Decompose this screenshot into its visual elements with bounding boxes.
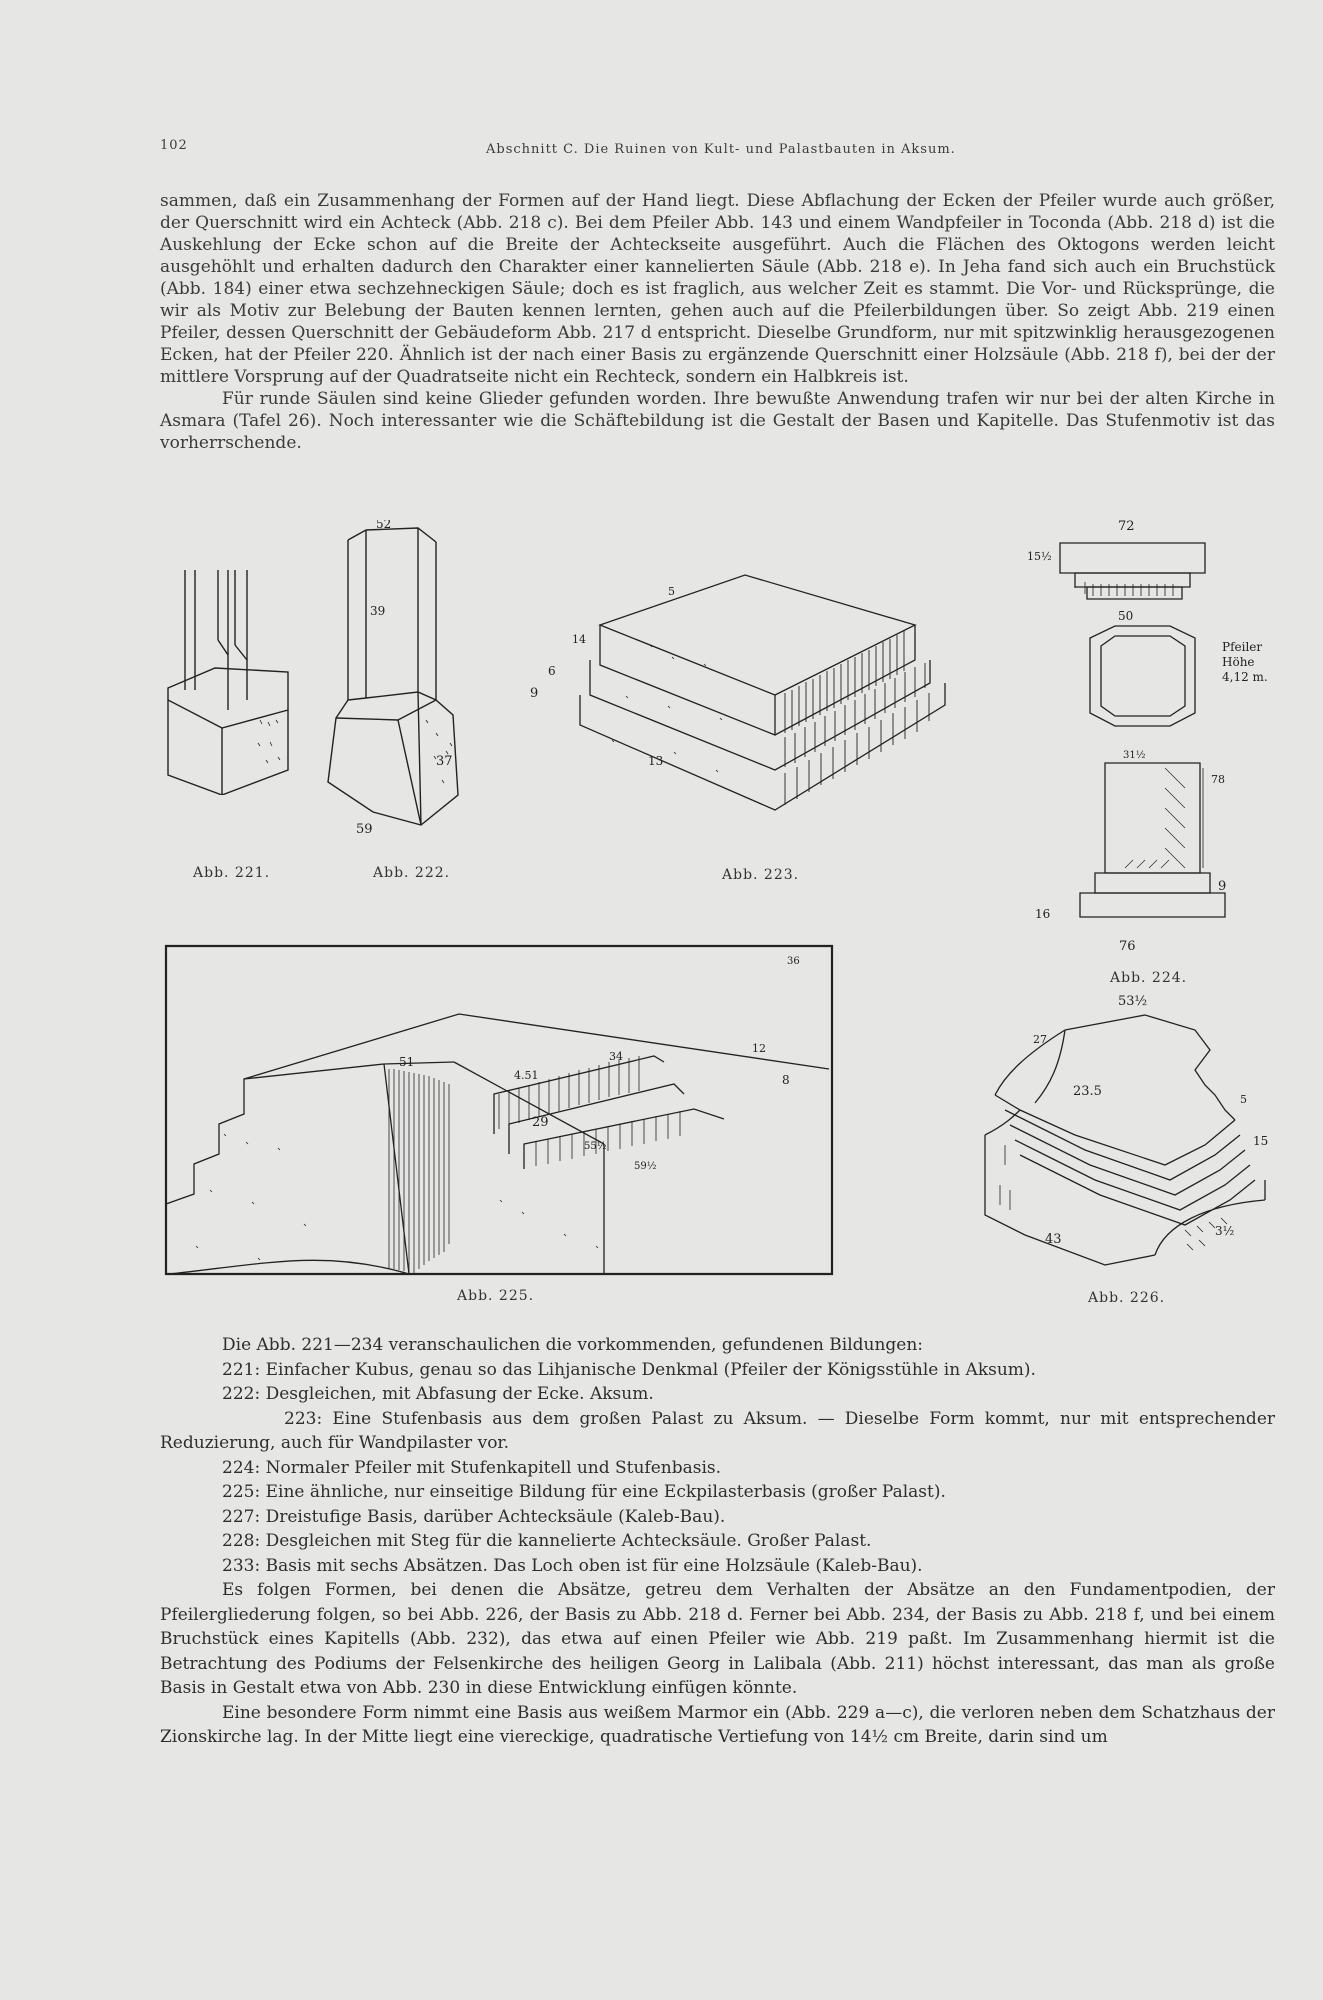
dim-225-e: 12 <box>752 1042 766 1055</box>
dim-226-c: 23.5 <box>1073 1084 1102 1099</box>
stepped-base-sketch <box>530 565 970 815</box>
dim-224-dim-g: 16 <box>1035 907 1051 921</box>
stepped-corner-base-sketch <box>965 985 1275 1285</box>
list-item-number: 222: <box>222 1384 261 1404</box>
dim-225-d: 34 <box>609 1050 623 1063</box>
figure-description-list <box>160 1333 1275 1750</box>
list-item <box>160 1529 1275 1554</box>
page-number: 102 <box>160 138 188 153</box>
page-header <box>160 138 1160 160</box>
figure-226-drawing <box>965 985 1275 1285</box>
list-item <box>160 1382 1275 1407</box>
closing-paragraph-1: Es folgen Formen, bei denen die Absätze, getreu dem Verhalten der Absätze an den Fundamentpodien, der Pfeilergliederung folgen, so bei Abb. 226, der Basis zu Abb. 218 d. Ferner bei Abb. 234, der Basis zu Abb. 218 f, und bei einem Bruchstück eines Kapitells (Abb. 232), das etwa auf einen Pfeiler wie Abb. 219 paßt. Im Zusammenhang hiermit ist die Betrachtung des Podiums der Felsenkirche des heiligen Georg in Lalibala (Abb. 211) höchst interessant, das man als große Basis in Gestalt etwa von Abb. 230 in diese Entwicklung einfügen könnte. <box>160 1580 1275 1698</box>
dim-224-shaft-width: 50 <box>1118 609 1134 623</box>
dim-225-a: 36 <box>787 956 800 967</box>
dim-224-capital-height: 15½ <box>1027 550 1052 563</box>
running-head: Abschnitt C. Die Ruinen von Kult- und Palastbauten in Aksum. <box>486 142 956 157</box>
list-item-text: Normaler Pfeiler mit Stufenkapitell und Stufenbasis. <box>265 1457 722 1478</box>
dim-225-h: 55½ <box>584 1141 607 1152</box>
intro-paragraph-1: sammen, daß ein Zusammenhang der Formen auf der Hand liegt. Diese Abflachung der Ecken der Pfeiler wurde auch größer, der Querschnitt wird ein Achteck (Abb. 218 c). Bei dem Pfeiler Abb. 143 und einem Wandpfeiler in Toconda (Abb. 218 d) ist die Auskehlung der Ecke schon auf die Breite der Achteckseite ausgeführt. Auch die Flächen des Oktogons werden leicht ausgehöhlt und erhalten dadurch den Charakter einer kannelierten Säule (Abb. 218 e). In Jeha fand sich auch ein Bruchstück (Abb. 184) einer etwa sechzehneckigen Säule; doch es ist fraglich, aus welcher Zeit es stammt. Die Vor- und Rücksprünge, die wir als Motiv zur Belebung der Bauten kennen lernten, gehen auch auf die Pfeilerbildungen über. So zeigt Abb. 219 einen Pfeiler, dessen Querschnitt der Gebäudeform Abb. 217 d entspricht. Dieselbe Grundform, nur mit spitzwinklig herausgezogenen Ecken, hat der Pfeiler 220. Ähnlich ist der nach einer Basis zu ergänzende Querschnitt einer Holzsäule (Abb. 218 f), bei der der mittlere Vorsprung auf der Quadratseite nicht ein Rechteck, sondern ein Halbkreis ist. <box>160 191 1275 387</box>
dim-226-b: 27 <box>1033 1033 1047 1046</box>
dim-225-i: 59½ <box>634 1161 657 1172</box>
list-item <box>160 1480 1275 1505</box>
list-item-number: 221: <box>222 1359 261 1380</box>
figure-224-drawing <box>1015 518 1290 963</box>
intro-paragraph-2: Für runde Säulen sind keine Glieder gefunden worden. Ihre bewußte Anwendung trafen wir nur bei der alten Kirche in Asmara (Tafel 26). Noch interessanter wie die Schäftebildung ist die Gestalt der Basen und Kapitelle. Das Stufenmotiv ist das vorherrschende. <box>160 389 1275 453</box>
caption-abb-221: Abb. 221. <box>193 865 271 881</box>
note-224-line-1: Pfeiler <box>1222 640 1263 654</box>
closing-paragraph-2: Eine besondere Form nimmt eine Basis aus weißem Marmor ein (Abb. 229 a—c), die verloren neben dem Schatzhaus der Zionskirche lag. In der Mitte liegt eine viereckige, quadratische Vertiefung von 14½ cm Breite, darin sind um <box>160 1702 1275 1747</box>
caption-abb-225: Abb. 225. <box>457 1288 535 1304</box>
dim-226-f: 43 <box>1045 1232 1062 1247</box>
figure-221-drawing <box>160 560 295 795</box>
list-item-number: 227: <box>222 1506 261 1527</box>
cube-pier-sketch <box>160 560 295 795</box>
caption-abb-224: Abb. 224. <box>1110 970 1188 986</box>
dim-226-a: 53½ <box>1118 994 1148 1009</box>
dim-224-base-width: 76 <box>1119 939 1136 954</box>
dim-226-e: 15 <box>1253 1134 1269 1148</box>
list-item-text: Eine Stufenbasis aus dem großen Palast zu Aksum. — Dieselbe Form kommt, nur mit entsprechender Reduzierung, auch für Wandpilaster vor. <box>160 1408 1276 1453</box>
dim-222-base-height: 37 <box>436 754 453 769</box>
note-224-line-2: Höhe <box>1222 655 1255 669</box>
pier-capital-base-sketch <box>1015 518 1290 963</box>
list-item-text: Desgleichen mit Steg für die kannelierte Achtecksäule. Großer Palast. <box>265 1531 872 1551</box>
list-item-number: 225: <box>222 1482 261 1502</box>
list-item-number: 233: <box>222 1555 261 1576</box>
caption-abb-223: Abb. 223. <box>722 867 800 883</box>
list-item <box>160 1407 1275 1456</box>
dim-223-b: 14 <box>572 633 586 646</box>
list-item <box>160 1358 1275 1383</box>
list-item-text: Dreistufige Basis, darüber Achtecksäule (Kaleb-Bau). <box>265 1506 726 1527</box>
dim-225-f: 8 <box>782 1073 790 1087</box>
dim-223-a: 5 <box>668 585 675 598</box>
list-item-text: Desgleichen, mit Abfasung der Ecke. Aksum. <box>265 1384 654 1404</box>
list-item <box>160 1554 1275 1579</box>
list-item-number: 224: <box>222 1457 261 1478</box>
caption-abb-226: Abb. 226. <box>1088 1290 1166 1306</box>
dim-224-dim-f: 9 <box>1218 879 1227 894</box>
figure-223-drawing <box>530 565 970 815</box>
list-intro: Die Abb. 221—234 veranschaulichen die vorkommenden, gefundenen Bildungen: <box>222 1335 924 1355</box>
list-item-text: Eine ähnliche, nur einseitige Bildung für eine Eckpilasterbasis (großer Palast). <box>265 1482 946 1502</box>
dim-223-d: 9 <box>530 686 539 701</box>
dim-226-g: 3½ <box>1215 1224 1235 1238</box>
dim-222-width-top: 52 <box>376 520 392 531</box>
dim-224-dim-d: 31½ <box>1123 750 1146 761</box>
list-item <box>160 1456 1275 1481</box>
list-item <box>160 1505 1275 1530</box>
dim-223-e: 13 <box>648 754 664 768</box>
dim-223-c: 6 <box>548 664 556 678</box>
dim-225-c: 4.51 <box>514 1069 539 1082</box>
intro-text <box>160 190 1275 454</box>
dim-222-base-width: 59 <box>356 822 373 837</box>
list-item-text: Basis mit sechs Absätzen. Das Loch oben ist für eine Holzsäule (Kaleb-Bau). <box>265 1555 923 1576</box>
dim-225-g: 29 <box>532 1115 549 1130</box>
caption-abb-222: Abb. 222. <box>373 865 451 881</box>
note-224-line-3: 4,12 m. <box>1222 670 1268 684</box>
corner-pilaster-base-sketch <box>164 944 834 1277</box>
list-item-number: 228: <box>222 1531 261 1551</box>
dim-226-d: 5 <box>1240 1093 1247 1106</box>
dim-222-height: 39 <box>370 604 386 618</box>
chamfered-pier-sketch <box>318 520 493 845</box>
figure-222-drawing <box>318 520 493 845</box>
figure-225-drawing <box>164 944 834 1277</box>
list-item-number: 223: <box>284 1408 323 1429</box>
dim-225-b: 51 <box>399 1055 415 1069</box>
list-item-text: Einfacher Kubus, genau so das Lihjanische Denkmal (Pfeiler der Königsstühle in Aksum). <box>265 1359 1036 1380</box>
dim-224-dim-e: 78 <box>1211 773 1225 786</box>
dim-224-capital-width: 72 <box>1118 519 1135 534</box>
